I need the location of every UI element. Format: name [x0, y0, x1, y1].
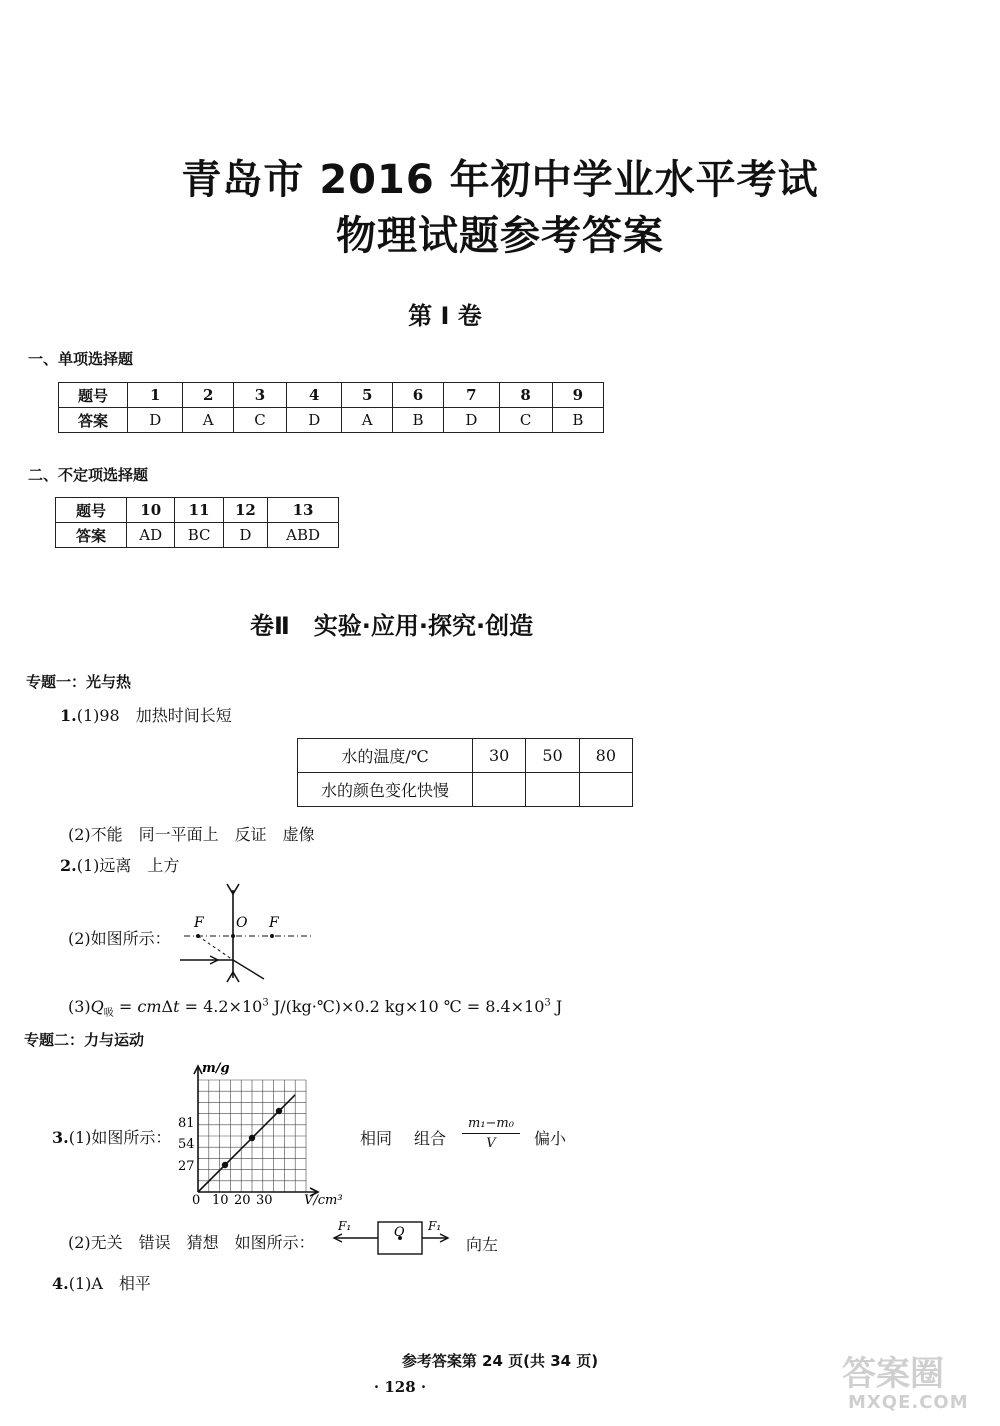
table-cell: C [499, 408, 552, 433]
table-cell: 13 [268, 498, 339, 523]
table-header-cell: 水的颜色变化快慢 [298, 773, 473, 807]
virtual-ray-extension [198, 936, 233, 960]
table-cell [473, 773, 526, 807]
y-tick-label: 81 [178, 1116, 195, 1131]
table-cell: AD [127, 523, 175, 548]
answer-text: (1)如图所示： [68, 1128, 172, 1147]
table-cell: 7 [444, 383, 499, 408]
optical-center [231, 934, 235, 938]
answer-text: (1)98 加热时间长短 [76, 706, 232, 725]
volume-1-heading: 第 I 卷 [408, 302, 482, 330]
single-choice-table [58, 382, 604, 433]
graph-marks [198, 1095, 295, 1192]
topic-1-heading: 专题一：光与热 [26, 673, 132, 691]
table-cell: 8 [499, 383, 552, 408]
x-tick-label: 0 [192, 1193, 201, 1208]
lens-top-arrow-icon [227, 884, 239, 894]
density-fraction [462, 1116, 520, 1151]
left-force-label: F₁ [338, 1219, 352, 1233]
table-cell: 1 [128, 383, 183, 408]
table-row [298, 773, 633, 807]
table-cell: BC [175, 523, 223, 548]
x-tick-label: 20 [234, 1193, 251, 1208]
question-number: 2. [60, 856, 77, 875]
table-row [298, 739, 633, 773]
y-tick-label: 54 [178, 1137, 195, 1152]
focal-point-right [270, 934, 274, 938]
table-cell: D [287, 408, 342, 433]
section-single-choice: 一、单项选择题 [28, 350, 134, 368]
table-cell: D [128, 408, 183, 433]
table-cell: 30 [473, 739, 526, 773]
table-header-cell: 题号 [59, 383, 128, 408]
table-cell: ABD [268, 523, 339, 548]
page-subtitle: 物理试题参考答案 [336, 213, 664, 259]
table-cell: 80 [579, 739, 632, 773]
question-2-part-1 [60, 853, 179, 876]
mass-volume-graph [170, 1058, 350, 1208]
table-cell: B [392, 408, 443, 433]
page-title: 青岛市 2016 年初中学业水平考试 [181, 157, 819, 203]
table-cell: 5 [342, 383, 392, 408]
table-cell: 12 [223, 498, 267, 523]
table-cell: B [552, 408, 603, 433]
optical-center-label: O [236, 915, 248, 931]
table-header-cell: 答案 [59, 408, 128, 433]
answer-smaller: 偏小 [534, 1129, 567, 1148]
x-tick-label: 30 [256, 1193, 273, 1208]
table-cell: 2 [183, 383, 233, 408]
x-axis-label: V/cm³ [304, 1193, 343, 1208]
table-cell: 6 [392, 383, 443, 408]
page-footer: 参考答案第 24 页(共 34 页) [401, 1352, 599, 1370]
watermark-url: MXQE.COM [848, 1392, 969, 1413]
table-cell [526, 773, 579, 807]
table-row [56, 523, 339, 548]
data-point [222, 1162, 228, 1168]
answer-text: (1)A 相平 [68, 1274, 151, 1293]
table-cell: C [233, 408, 286, 433]
table-cell: A [342, 408, 392, 433]
topic-2-heading: 专题二：力与运动 [24, 1031, 145, 1049]
table-cell: 50 [526, 739, 579, 773]
table-cell: 4 [287, 383, 342, 408]
table-row [59, 408, 604, 433]
table-cell: 3 [233, 383, 286, 408]
concave-lens-diagram [170, 882, 320, 988]
y-tick-label: 27 [178, 1159, 195, 1174]
question-3-part-1 [52, 1125, 171, 1148]
right-force-label: F₁ [428, 1219, 442, 1233]
question-number: 3. [52, 1128, 69, 1147]
table-cell: A [183, 408, 233, 433]
question-number: 4. [52, 1274, 69, 1293]
question-4-part-1 [52, 1271, 151, 1294]
table-cell: D [223, 523, 267, 548]
answer-same: 相同 [360, 1129, 393, 1148]
watermark-logo: 答案圈 [842, 1354, 944, 1394]
data-point [276, 1108, 282, 1114]
fraction-numerator: m₁−m₀ [462, 1116, 520, 1134]
table-cell [579, 773, 632, 807]
volume-2-heading: 卷Ⅱ 实验·应用·探究·创造 [250, 612, 534, 640]
section-multi-choice: 二、不定项选择题 [28, 466, 149, 484]
refracted-ray [233, 960, 264, 979]
table-header-cell: 题号 [56, 498, 127, 523]
data-point [249, 1135, 255, 1141]
table-cell: D [444, 408, 499, 433]
answer-combine: 组合 [414, 1129, 447, 1148]
table-header-cell: 水的温度/℃ [298, 739, 473, 773]
question-3-part-2: (2)无关 错误 猜想 如图所示： [68, 1233, 315, 1252]
table-cell: 11 [175, 498, 223, 523]
force-diagram [330, 1214, 460, 1260]
answer-left: 向左 [466, 1235, 499, 1254]
focal-label-left: F [194, 915, 204, 931]
water-temperature-table [297, 738, 633, 807]
multi-choice-table [55, 497, 339, 548]
page-number: · 128 · [373, 1378, 427, 1396]
focal-label-right: F [269, 915, 279, 931]
table-header-cell: 答案 [56, 523, 127, 548]
table-row [59, 383, 604, 408]
answer-text: (1)远离 上方 [76, 856, 180, 875]
x-tick-label: 10 [212, 1193, 229, 1208]
question-number: 1. [60, 706, 77, 725]
block-center-label: O [394, 1225, 405, 1240]
table-cell: 9 [552, 383, 603, 408]
y-axis-label: m/g [202, 1061, 230, 1076]
question-2-part-2: (2)如图所示： [68, 929, 171, 948]
table-cell: 10 [127, 498, 175, 523]
table-row [56, 498, 339, 523]
question-2-part-3: $(3)Q_吸 = cm\Delta t = 4.2\times 10^3$ J/(kg·℃)×0.2 kg×10 ℃ = $8.4\times 10^3$ J [68, 997, 563, 1020]
question-1-part-2: (2)不能 同一平面上 反证 虚像 [68, 825, 315, 844]
question-1-part-1 [60, 703, 232, 726]
fraction-denominator: V [486, 1136, 496, 1151]
